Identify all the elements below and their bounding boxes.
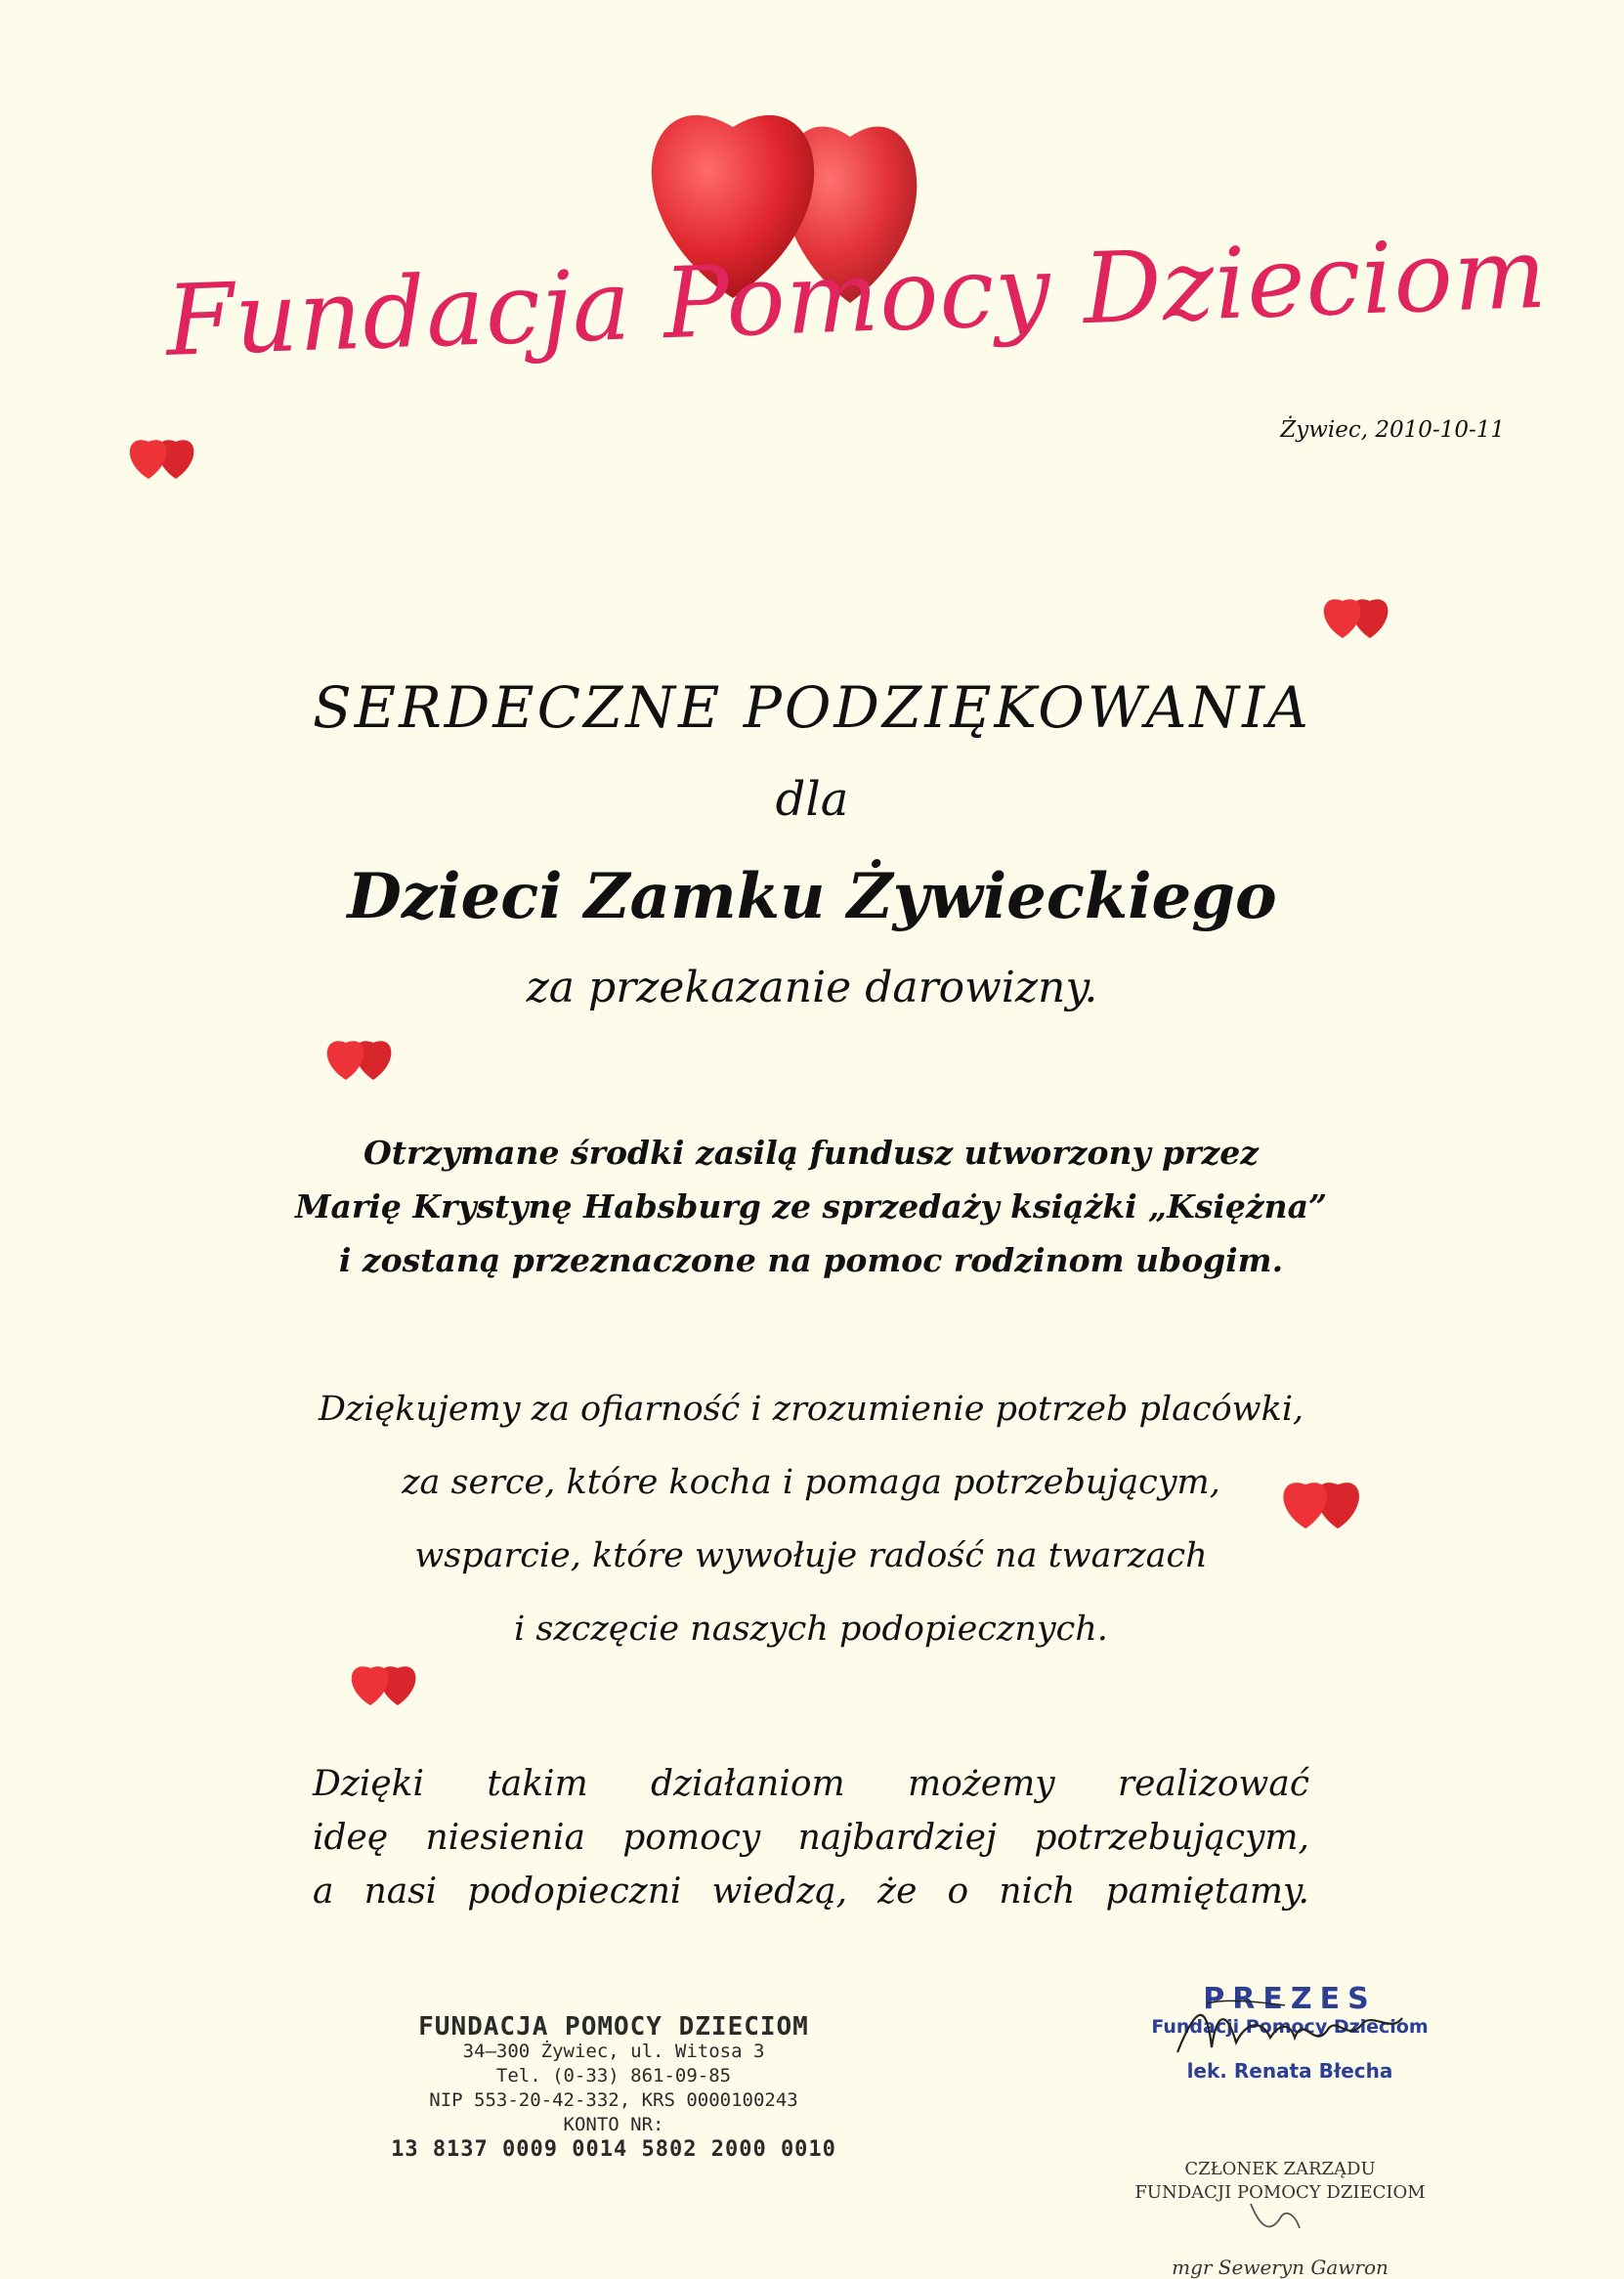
paragraph-line: Marię Krystynę Habsburg ze sprzedaży książki „Księżna” — [295, 1187, 1327, 1226]
thanks-paragraph — [254, 1373, 1368, 1666]
paragraph-line: ideę niesienia pomocy najbardziej potrzebującym, — [313, 1818, 1309, 1858]
signature-icon — [1241, 2199, 1319, 2238]
paragraph-line: i szczęcie naszych podopiecznych. — [514, 1610, 1108, 1649]
funds-paragraph — [254, 1126, 1368, 1287]
stamp-name: FUNDACJA POMOCY DZIECIOM — [418, 2012, 809, 2042]
small-hearts-icon — [1309, 589, 1407, 643]
certificate-heading: SERDECZNE PODZIĘKOWANIA — [313, 674, 1311, 741]
recipient-name: Dzieci Zamku Żywieckiego — [347, 860, 1277, 933]
paragraph-line: wsparcie, które wywołuje radość na twarzach — [414, 1536, 1208, 1575]
paragraph-line: Dzięki takim działaniom możemy realizować — [313, 1764, 1309, 1804]
signature-icon — [1168, 1994, 1412, 2072]
reason-line: za przekazanie darowizny. — [526, 963, 1098, 1012]
paragraph-line: za serce, które kocha i pomaga potrzebującym, — [402, 1463, 1220, 1502]
stamp-phone: Tel. (0-33) 861-09-85 — [495, 2065, 732, 2086]
stamp-account: 13 8137 0009 0014 5802 2000 0010 — [391, 2137, 836, 2162]
board-title-line: FUNDACJI POMOCY DZIECIOM — [1134, 2182, 1426, 2203]
small-hearts-icon — [115, 430, 213, 484]
organization-title: Fundacja Pomocy Dzieciom — [163, 215, 1550, 378]
date-line: Żywiec, 2010-10-11 — [1280, 417, 1505, 443]
foundation-stamp — [379, 2012, 848, 2162]
president-org: Fundacji Pomocy Dzieciom — [1151, 2016, 1429, 2038]
paragraph-line: Dziękujemy za ofiarność i zrozumienie potrzeb placówki, — [318, 1390, 1304, 1429]
stamp-address: 34–300 Żywiec, ul. Witosa 3 — [462, 2041, 765, 2062]
closing-paragraph — [313, 1757, 1309, 1918]
board-member-name: mgr Seweryn Gawron — [1172, 2256, 1389, 2279]
paragraph-line: Otrzymane środki zasilą fundusz utworzony przez — [363, 1134, 1260, 1172]
president-title: PREZES — [1203, 1982, 1377, 2016]
stamp-nip-krs: NIP 553-20-42-332, KRS 0000100243 — [429, 2089, 798, 2111]
president-name: lek. Renata Błecha — [1186, 2059, 1393, 2083]
small-hearts-icon — [313, 1031, 410, 1085]
paragraph-line: a nasi podopieczni wiedzą, że o nich pamiętamy. — [313, 1871, 1309, 1912]
stamp-account-label: KONTO NR: — [563, 2114, 664, 2135]
paragraph-line: i zostaną przeznaczone na pomoc rodzinom ubogim. — [338, 1241, 1284, 1279]
for-label: dla — [775, 772, 849, 827]
board-title-line: CZŁONEK ZARZĄDU — [1184, 2159, 1376, 2179]
